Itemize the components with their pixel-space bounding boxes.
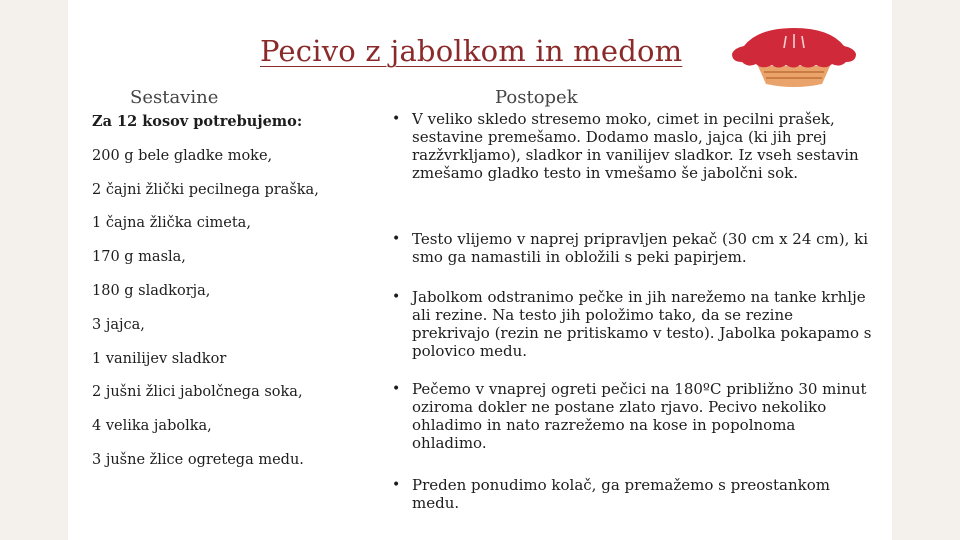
step-text: Preden ponudimo kolač, ga premažemo s preostankom medu. [412, 476, 830, 512]
step-text: Pečemo v vnaprej ogreti pečici na 180ºC približno 30 minut oziroma dokler ne postane zlato rjavo. Pecivo nekoliko ohladimo in nato razrežemo na kose in popolnoma ohladimo. [412, 380, 867, 452]
list-item: 3 jajca, [92, 316, 145, 333]
list-item: 1 čajna žlička cimeta, [92, 215, 251, 232]
steps-heading: Postopek [495, 87, 578, 108]
list-item: 2 čajni žlički pecilnega praška, [92, 181, 319, 198]
list-item: 1 vanilijev sladkor [92, 350, 227, 367]
bullet-icon: • [392, 231, 401, 247]
bullet-icon: • [392, 477, 401, 493]
list-item: 170 g masla, [92, 249, 186, 266]
step-item [390, 288, 880, 360]
step-text: Testo vlijemo v naprej pripravljen pekač (30 cm x 24 cm), ki smo ga namastili in obložili s peki papirjem. [412, 230, 869, 266]
list-item: 3 jušne žlice ogretega medu. [92, 451, 304, 468]
list-item: 180 g sladkorja, [92, 282, 211, 299]
bullet-icon: • [392, 111, 401, 127]
bullet-icon: • [392, 381, 401, 397]
step-item [390, 230, 880, 266]
ingredients-list [92, 113, 382, 485]
step-text: Jabolkom odstranimo pečke in jih narežemo na tanke krhlje ali rezine. Na testo jih položimo tako, da se rezine prekrivajo (rezin ne pritiskamo v testo). Jabolka pokapamo s polovico medu. [412, 288, 872, 360]
ingredients-heading: Sestavine [130, 87, 219, 108]
bullet-icon: • [392, 289, 401, 305]
step-item [390, 476, 880, 512]
pie-icon [728, 22, 860, 92]
step-item [390, 380, 880, 452]
list-item: Za 12 kosov potrebujemo: [92, 113, 303, 130]
step-text: V veliko skledo stresemo moko, cimet in pecilni prašek, sestavine premešamo. Dodamo maslo, jajca (ki jih prej razžvrkljamo), sladkor in vanilijev sladkor. Iz vseh sestavin zmešamo gladko testo in vmešamo še jabolčni sok. [412, 110, 859, 182]
list-item: 200 g bele gladke moke, [92, 147, 273, 164]
step-item [390, 110, 880, 182]
list-item: 2 jušni žlici jabolčnega soka, [92, 384, 303, 401]
list-item: 4 velika jabolka, [92, 418, 212, 435]
page-title: Pecivo z jabolkom in medom [260, 34, 683, 68]
